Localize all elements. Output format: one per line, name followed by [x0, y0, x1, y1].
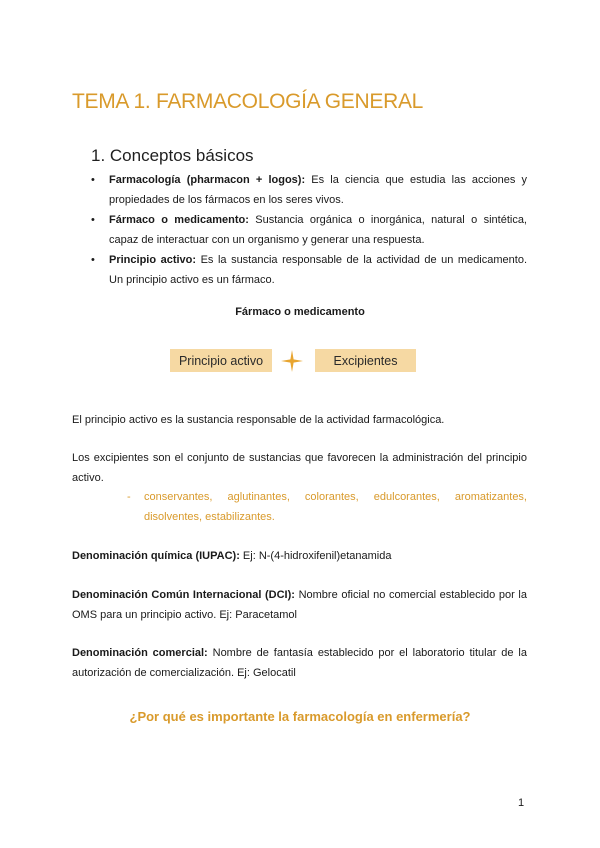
definition-commercial [72, 643, 527, 683]
excipient-list-text: conservantes, aglutinantes, colorantes, edulcorantes, aromatizantes, disolventes, estabilizantes. [144, 491, 527, 523]
excipient-examples [127, 487, 527, 527]
list-item [91, 250, 527, 290]
definition-dci [72, 585, 527, 625]
concepts-list [91, 170, 527, 290]
plus-star-icon [280, 349, 304, 373]
term: Denominación Común Internacional (DCI): [72, 589, 295, 601]
definition: Es la ciencia que estudia las acciones y propiedades de los fármacos en los seres vivos. [109, 174, 527, 206]
section-heading: 1. Conceptos básicos [91, 146, 254, 165]
definition-iupac [72, 546, 527, 566]
diagram-box-principio-activo: Principio activo [170, 349, 272, 372]
bullet-icon: • [91, 174, 95, 186]
diagram-box-excipientes: Excipientes [315, 349, 416, 372]
list-item [91, 170, 527, 210]
bullet-icon: • [91, 214, 95, 226]
definition: Sustancia orgánica o inorgánica, natural o sintética, capaz de interactuar con un organismo y generar una respuesta. [109, 214, 527, 246]
term: Denominación comercial: [72, 647, 208, 659]
term: Denominación química (IUPAC): [72, 550, 240, 562]
question-heading: ¿Por qué es importante la farmacología en enfermería? [129, 709, 471, 724]
definition: Nombre de fantasía establecido por el laboratorio titular de la autorización de comercialización. Ej: Gelocatil [72, 647, 527, 679]
definition: Es la sustancia responsable de la actividad de un medicamento. Un principio activo es un fármaco. [109, 254, 527, 286]
paragraph-excipientes: Los excipientes son el conjunto de sustancias que favorecen la administración del principio activo. [72, 452, 527, 484]
definition: Ej: N-(4-hidroxifenil)etanamida [239, 550, 392, 562]
bullet-icon: • [91, 254, 95, 266]
dash-marker: - [127, 491, 131, 503]
page-title: TEMA 1. FARMACOLOGÍA GENERAL [72, 90, 424, 113]
paragraph-principio-activo: El principio activo es la sustancia responsable de la actividad farmacológica. [72, 414, 445, 426]
term: Principio activo: [109, 254, 197, 266]
list-item [91, 210, 527, 250]
term: Fármaco o medicamento: [109, 214, 249, 226]
definition: Nombre oficial no comercial establecido por la OMS para un principio activo. Ej: Paracetamol [72, 589, 527, 621]
diagram-heading: Fármaco o medicamento [235, 306, 365, 318]
term: Farmacología (pharmacon + logos): [109, 174, 306, 186]
page-number: 1 [518, 797, 525, 809]
